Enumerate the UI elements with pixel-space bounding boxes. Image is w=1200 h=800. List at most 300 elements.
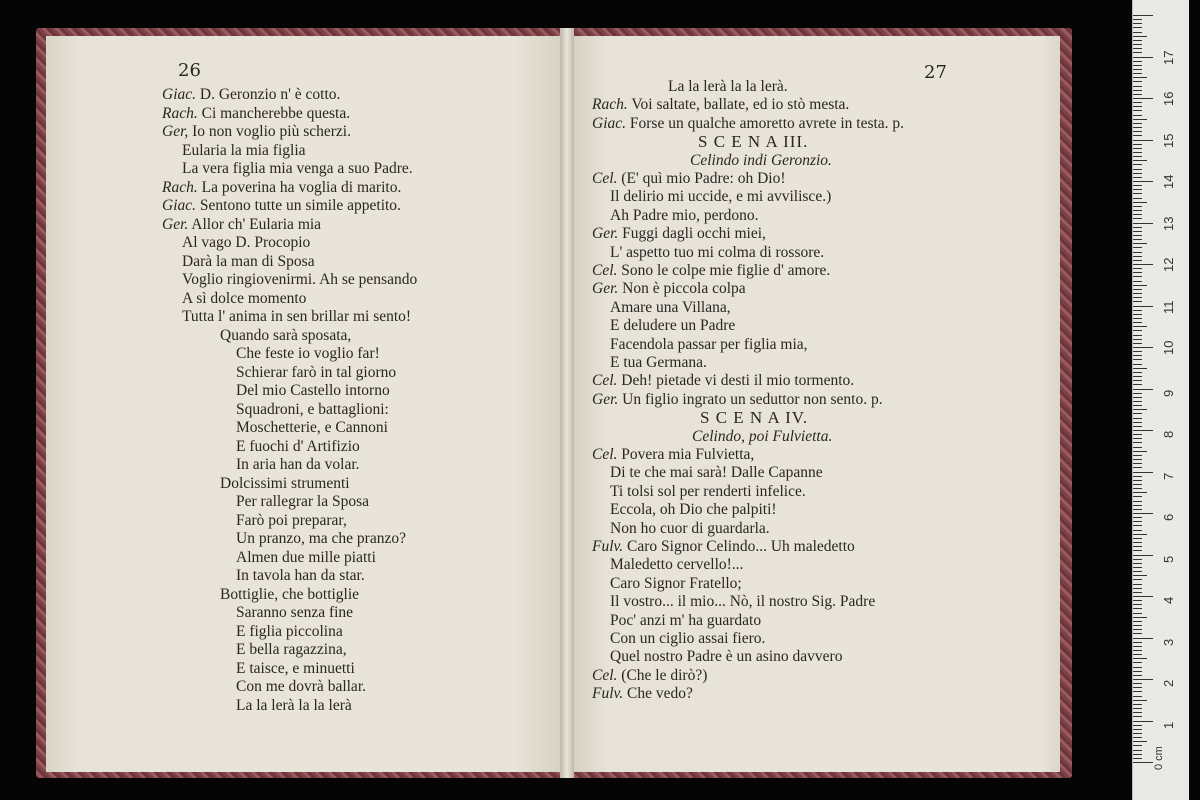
line-text: Eccola, oh Dio che palpiti! [610,501,777,519]
ruler-tick [1133,235,1142,236]
ruler-tick [1133,36,1147,37]
line-text: A sì dolce momento [182,289,307,307]
speaker-label: Rach. [162,178,198,196]
text-line [592,538,855,556]
text-line [162,86,340,104]
ruler-label: 13 [1161,216,1176,231]
line-text: Quando sarà sposata, [220,326,352,344]
ruler-tick [1133,463,1142,464]
line-text: Del mio Castello intorno [236,382,390,399]
text-line [236,697,352,715]
line-text: Fuggi dagli occhi miei, [622,225,766,243]
ruler-tick [1133,397,1142,398]
speaker-label: Cel. [592,666,618,684]
ruler-tick [1133,633,1142,634]
ruler-tick [1133,32,1142,33]
ruler-tick [1133,272,1142,273]
ruler-tick [1133,152,1142,153]
text-line [592,96,849,114]
ruler-tick [1133,61,1142,62]
line-text: Con me dovrà ballar. [236,678,366,695]
ruler-tick [1133,326,1147,327]
ruler-tick [1133,413,1142,414]
ruler-tick [1133,218,1142,219]
ruler-tick [1133,600,1142,601]
ruler-tick [1133,658,1147,659]
text-line [592,262,830,280]
ruler-tick [1133,306,1153,307]
text-line [162,216,321,234]
speaker-label: Giac. [162,197,197,214]
speaker-label: Giac. [592,114,627,132]
line-text: Allor ch' Eularia mia [191,215,322,233]
ruler-label: 10 [1161,340,1176,355]
ruler-tick [1133,696,1142,697]
text-line [592,115,904,133]
ruler-tick [1133,264,1153,265]
ruler-tick [1133,725,1142,726]
line-text: Moschetterie, e Cannoni [236,419,388,436]
text-line [236,456,360,474]
line-text: Che feste io voglio far! [236,345,380,362]
ruler-tick [1133,364,1142,365]
ruler-tick [1133,268,1142,269]
line-text: Voglio ringiovenirmi. Ah se pensando [182,271,418,288]
ruler-tick [1133,555,1153,556]
ruler-tick [1133,613,1142,614]
ruler-tick [1133,144,1142,145]
ruler-tick [1133,596,1153,597]
ruler-label: 3 [1161,638,1176,646]
ruler-tick [1133,77,1147,78]
ruler-tick [1133,488,1142,489]
ruler-tick [1133,459,1142,460]
ruler-tick [1133,73,1142,74]
ruler-tick [1133,318,1142,319]
ruler-tick [1133,297,1142,298]
text-line [236,623,343,641]
text-line [610,593,875,611]
ruler-tick [1133,289,1142,290]
line-text: E taisce, e minuetti [236,659,355,677]
ruler-tick [1133,115,1142,116]
line-text: Tutta l' anima in sen brillar mi sento! [182,308,412,325]
ruler-label: 16 [1161,91,1176,106]
ruler-tick [1133,422,1142,423]
text-line [236,512,347,530]
measuring-ruler [1132,0,1189,800]
ruler-tick [1133,434,1142,435]
line-text: (E' quì mio Padre: oh Dio! [621,170,786,187]
text-line [182,253,315,271]
line-text: In tavola han da star. [236,567,365,584]
ruler-tick [1133,409,1147,410]
text-line [592,685,693,703]
line-text: Squadroni, e battaglioni: [236,400,389,418]
line-text: La la lerà la la lerà [236,696,352,714]
ruler-tick [1133,247,1142,248]
line-text: Caro Signor Celindo... Uh maledetto [627,538,855,555]
text-line [236,401,389,419]
ruler-tick [1133,281,1142,282]
text-line [610,464,823,482]
ruler-tick [1133,563,1142,564]
ruler-tick [1133,359,1142,360]
ruler-tick [1133,293,1142,294]
ruler-tick [1133,368,1147,369]
ruler-tick [1133,575,1147,576]
ruler-label: 1 [1161,721,1176,729]
ruler-tick [1133,310,1142,311]
text-line [698,133,808,152]
text-line [236,604,353,622]
text-line [610,188,831,206]
ruler-tick [1133,484,1142,485]
ruler-tick [1133,492,1147,493]
ruler-tick [1133,65,1142,66]
ruler-label: 14 [1161,174,1176,189]
ruler-tick [1133,48,1142,49]
ruler-tick [1133,239,1142,240]
ruler-tick [1133,517,1142,518]
line-text: Almen due mille piatti [236,548,376,566]
page-number-right: 27 [924,62,947,83]
ruler-tick [1133,401,1142,402]
ruler-tick [1133,667,1142,668]
ruler-tick [1133,140,1153,141]
ruler-tick [1133,90,1142,91]
line-text: Il vostro... il mio... Nò, il nostro Sig. Padre [610,593,876,611]
ruler-tick [1133,671,1142,672]
line-text: E fuochi d' Artifizio [236,437,360,455]
ruler-tick [1133,638,1153,639]
ruler-tick [1133,98,1153,99]
ruler-tick [1133,480,1142,481]
ruler-tick [1133,733,1142,734]
text-line [236,382,390,400]
ruler-tick [1133,650,1142,651]
text-line [220,327,351,345]
ruler-tick [1133,57,1153,58]
ruler-tick [1133,330,1142,331]
ruler-tick [1133,758,1142,759]
ruler-tick [1133,193,1142,194]
ruler-tick [1133,592,1142,593]
ruler-tick [1133,256,1142,257]
ruler-tick [1133,430,1153,431]
text-line [592,280,746,298]
text-line [592,170,786,188]
ruler-label: 17 [1161,50,1176,65]
text-line [236,678,366,696]
text-line [236,660,355,678]
speaker-label: Rach. [162,104,198,122]
ruler-tick [1133,472,1153,473]
ruler-tick [1133,418,1142,419]
text-line [610,648,842,666]
ruler-tick [1133,642,1142,643]
ruler-tick [1133,351,1142,352]
ruler-tick [1133,52,1142,53]
ruler-tick [1133,231,1142,232]
text-line [182,271,417,289]
ruler-tick [1133,86,1142,87]
ruler-tick [1133,447,1142,448]
ruler-tick [1133,579,1142,580]
ruler-tick [1133,588,1142,589]
ruler-tick [1133,654,1142,655]
ruler-tick [1133,662,1142,663]
ruler-tick [1133,501,1142,502]
ruler-tick [1133,393,1142,394]
ruler-tick [1133,505,1142,506]
ruler-tick [1133,455,1142,456]
line-text: D. Geronzio n' è cotto. [199,86,341,103]
ruler-tick [1133,546,1142,547]
speaker-label: Rach. [592,96,628,114]
speaker-label: Cel. [592,372,618,390]
ruler-tick [1133,389,1153,390]
text-line [610,299,731,317]
book-gutter [560,28,574,778]
ruler-tick [1133,521,1142,522]
ruler-tick [1133,509,1142,510]
ruler-tick [1133,260,1142,261]
ruler-tick [1133,44,1142,45]
ruler-tick [1133,712,1142,713]
ruler-tick [1133,534,1147,535]
text-line [162,179,401,197]
line-text: Il delirio mi uccide, e mi avvilisce.) [610,188,832,206]
line-text: Facendola passar per figlia mia, [610,335,808,353]
ruler-tick [1133,629,1142,630]
line-text: Farò poi preparar, [236,511,347,529]
ruler-tick [1133,27,1142,28]
ruler-tick [1133,339,1142,340]
ruler-label: 6 [1161,513,1176,521]
speaker-label: Ger, [162,123,189,140]
ruler-tick [1133,169,1142,170]
text-line [610,244,824,262]
line-text: E deludere un Padre [610,317,736,335]
line-text: Per rallegrar la Sposa [236,493,369,510]
text-line [236,419,388,437]
text-line [236,530,406,548]
ruler-tick [1133,426,1142,427]
ruler-tick [1133,148,1142,149]
ruler-tick [1133,700,1147,701]
ruler-tick [1133,206,1142,207]
ruler-tick [1133,467,1142,468]
ruler-tick [1133,119,1147,120]
ruler-tick [1133,214,1142,215]
line-text: Al vago D. Procopio [182,234,311,251]
line-text: Quel nostro Padre è un asino davvero [610,648,843,666]
page-number-left: 26 [178,60,201,81]
speaker-label: Ger. [592,280,619,298]
ruler-tick [1133,198,1142,199]
ruler-tick [1133,604,1142,605]
ruler-tick [1133,106,1142,107]
ruler-tick [1133,19,1142,20]
ruler-tick [1133,691,1142,692]
text-line [592,391,883,409]
ruler-tick [1133,762,1153,763]
ruler-tick [1133,276,1142,277]
ruler-tick [1133,754,1142,755]
line-text: E figlia piccolina [236,622,343,640]
speaker-label: Ger. [162,215,189,233]
line-text: Poc' anzi m' ha guardato [610,611,762,629]
ruler-tick [1133,617,1147,618]
ruler-tick [1133,550,1142,551]
text-line [236,549,376,567]
line-text: Deh! pietade vi desti il mio tormento. [621,372,855,390]
ruler-tick [1133,405,1142,406]
line-text: E bella ragazzina, [236,641,347,658]
line-text: S C E N A III. [698,132,809,152]
ruler-tick [1133,716,1142,717]
ruler-label: 7 [1161,472,1176,480]
ruler-tick [1133,571,1142,572]
ruler-label: 11 [1161,300,1176,314]
ruler-tick [1133,69,1142,70]
ruler-tick [1133,173,1142,174]
line-text: La la lerà la la lerà. [668,78,788,95]
line-text: La vera figlia mia venga a suo Padre. [182,160,413,177]
line-text: Bottiglie, che bottiglie [220,585,360,603]
text-line [610,630,765,648]
line-text: Povera mia Fulvietta, [621,446,755,463]
line-text: Di te che mai sarà! Dalle Capanne [610,464,823,482]
ruler-label: 12 [1161,257,1176,272]
ruler-tick [1133,110,1142,111]
ruler-tick [1133,750,1142,751]
ruler-tick [1133,679,1153,680]
line-text: Maledetto cervello!... [610,556,744,574]
line-text: Eularia la mia figlia [182,141,306,159]
text-line [690,152,832,170]
line-text: Dolcissimi strumenti [220,474,350,492]
text-line [220,586,359,604]
speaker-label: Cel. [592,262,618,279]
ruler-tick [1133,15,1153,16]
speaker-label: Ger. [592,390,619,408]
ruler-tick [1133,252,1142,253]
ruler-tick [1133,102,1142,103]
line-text: Celindo indi Geronzio. [690,151,832,169]
ruler-tick [1133,243,1147,244]
ruler-tick [1133,559,1142,560]
ruler-label: 8 [1161,430,1176,438]
line-text: Ci mancherebbe questa. [201,104,351,122]
line-text: Schierar farò in tal giorno [236,363,397,381]
text-line [610,575,742,593]
line-text: Un figlio ingrato un seduttor non sento. p. [622,390,883,408]
ruler-tick [1133,525,1142,526]
left-page [46,36,564,772]
ruler-label: 0 cm [1153,746,1165,770]
speaker-label: Fulv. [592,538,624,555]
ruler-label: 15 [1161,133,1176,148]
ruler-tick [1133,40,1142,41]
ruler-tick [1133,135,1142,136]
line-text: L' aspetto tuo mi colma di rossore. [610,243,825,261]
text-line [610,483,806,501]
line-text: Caro Signor Fratello; [610,574,742,592]
speaker-label: Cel. [592,446,618,463]
text-line [592,446,754,464]
line-text: Non ho cuor di guardarla. [610,519,770,537]
right-page [568,36,1060,772]
text-line [610,336,808,354]
line-text: Un pranzo, ma che pranzo? [236,530,406,547]
text-line [236,364,396,382]
ruler-tick [1133,646,1142,647]
line-text: Forse un qualche amoretto avrete in testa. p. [629,114,905,132]
ruler-tick [1133,542,1142,543]
ruler-tick [1133,530,1142,531]
ruler-tick [1133,156,1142,157]
text-line [610,556,743,574]
line-text: Ah Padre mio, perdono. [610,206,759,224]
ruler-tick [1133,625,1142,626]
ruler-tick [1133,442,1142,443]
ruler-tick [1133,608,1142,609]
ruler-tick [1133,438,1142,439]
line-text: In aria han da volar. [236,456,360,473]
ruler-label: 4 [1161,596,1176,604]
line-text: Non è piccola colpa [622,280,746,298]
line-text: E tua Germana. [610,354,707,371]
text-line [236,567,365,585]
text-line [182,234,310,252]
line-text: Io non voglio più scherzi. [192,123,351,140]
line-text: Saranno senza fine [236,604,354,621]
ruler-tick [1133,683,1142,684]
ruler-tick [1133,741,1147,742]
ruler-tick [1133,384,1142,385]
line-text: Celindo, poi Fulvietta. [692,427,833,445]
text-line [610,612,761,630]
ruler-tick [1133,227,1142,228]
ruler-tick [1133,372,1142,373]
text-line [692,428,832,446]
text-line [592,225,766,243]
text-line [236,345,380,363]
ruler-tick [1133,380,1142,381]
ruler-tick [1133,314,1142,315]
line-text: Che vedo? [627,685,693,703]
text-line [610,501,777,519]
line-text: Sentono tutte un simile appetito. [199,197,401,214]
ruler-tick [1133,285,1147,286]
text-line [610,207,759,225]
speaker-label: Ger. [592,225,619,243]
ruler-tick [1133,343,1142,344]
text-line [182,142,306,160]
ruler-tick [1133,355,1142,356]
ruler-tick [1133,496,1142,497]
ruler-tick [1133,131,1142,132]
ruler-tick [1133,513,1153,514]
line-text: Voi saltate, ballate, ed io stò mesta. [631,96,850,114]
ruler-tick [1133,721,1153,722]
ruler-tick [1133,189,1142,190]
line-text: Amare una Villana, [610,298,731,316]
ruler-tick [1133,127,1142,128]
line-text: Darà la man di Sposa [182,252,315,270]
